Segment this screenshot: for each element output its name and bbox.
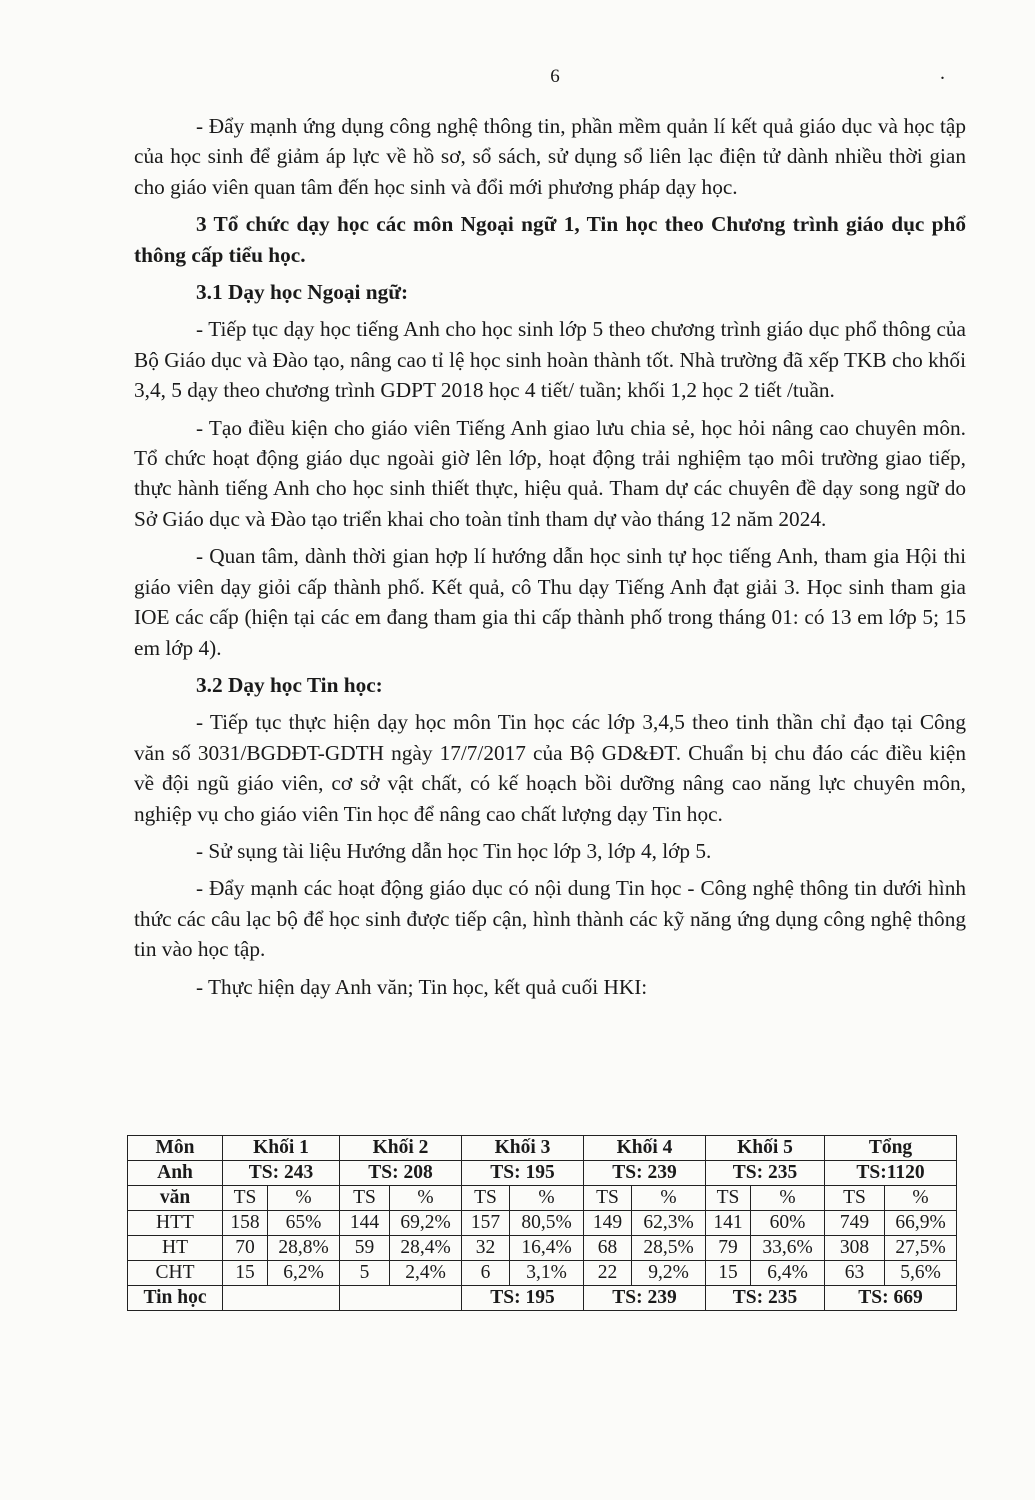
paragraph-english-teaching: - Tiếp tục dạy học tiếng Anh cho học sinh lớp 5 theo chương trình giáo dục phổ thông của Bộ Giáo dục và Đào tạo, nâng cao tỉ lệ học sinh hoàn thành tốt. Nhà trường đã xếp TKB cho khối 3,4, 5 dạy theo chương trình GDPT 2018 học 4 tiết/ tuần; khối 1,2 học 2 tiết /tuần. [134, 317, 966, 403]
english-total-grade-4: TS: 239 [584, 1161, 706, 1186]
row-label: HTT [128, 1211, 223, 1236]
subheader-pct: % [885, 1186, 957, 1211]
table-cell: 141 [706, 1211, 751, 1236]
table-cell: 28,5% [632, 1236, 706, 1261]
table-cell: 27,5% [885, 1236, 957, 1261]
table-cell: 157 [462, 1211, 510, 1236]
subheader-ts: TS [462, 1186, 510, 1211]
header-cell-subject: Môn [128, 1136, 223, 1161]
table-cell: 68 [584, 1236, 632, 1261]
english-label: Anh [128, 1161, 223, 1186]
table-cell: 79 [706, 1236, 751, 1261]
table-cell: 28,4% [390, 1236, 462, 1261]
paragraph-results-intro: - Thực hiện dạy Anh văn; Tin học, kết quả cuối HKI: [196, 974, 648, 999]
section-heading-3-1: 3.1 Dạy học Ngoại ngữ: [196, 280, 409, 305]
table-cell: 5,6% [885, 1261, 957, 1286]
english-total-grade-2: TS: 208 [340, 1161, 462, 1186]
paragraph-it-teaching: - Tiếp tục thực hiện dạy học môn Tin học các lớp 3,4,5 theo tinh thần chỉ đạo tại Công văn số 3031/BGDĐT-GDTH ngày 17/7/2017 của Bộ GD&ĐT. Chuẩn bị chu đáo các điều kiện về đội ngũ giáo viên, cơ sở vật chất, có kế hoạch bồi dưỡng nâng cao năng lực chuyên môn, nghiệp vụ cho giáo viên Tin học để nâng cao chất lượng dạy Tin học. [134, 710, 966, 826]
table-cell: 6,2% [268, 1261, 340, 1286]
table-row-ht [128, 1236, 957, 1261]
table-cell: 28,8% [268, 1236, 340, 1261]
table-cell: 80,5% [510, 1211, 584, 1236]
table-cell: 15 [706, 1261, 751, 1286]
paragraph-it-application: - Đẩy mạnh ứng dụng công nghệ thông tin, phần mềm quản lí kết quả giáo dục và học tập của học sinh để giảm áp lực về hồ sơ, sổ sách, sử dụng sổ liên lạc điện tử dành nhiều thời gian cho giáo viên quan tâm đến học sinh và đổi mới phương pháp dạy học. [134, 114, 966, 199]
section-heading-3-2: 3.2 Dạy học Tin học: [196, 672, 383, 697]
table-cell: 5 [340, 1261, 390, 1286]
informatics-total-grade-2 [340, 1286, 462, 1311]
table-cell: 60% [751, 1211, 825, 1236]
paragraph-it-materials: - Sử sụng tài liệu Hướng dẫn học Tin học lớp 3, lớp 4, lớp 5. [196, 838, 712, 863]
table-row-informatics [128, 1286, 957, 1311]
table-cell: 15 [223, 1261, 268, 1286]
table-cell: 62,3% [632, 1211, 706, 1236]
header-cell-grade-3: Khối 3 [462, 1136, 584, 1161]
document-body [134, 111, 966, 1009]
table-row-subheaders [128, 1186, 957, 1211]
header-cell-total: Tổng [825, 1136, 957, 1161]
paragraph-english-self-study: - Quan tâm, dành thời gian hợp lí hướng dẫn học sinh tự học tiếng Anh, tham gia Hội thi giáo viên dạy giỏi cấp thành phố. Kết quả, cô Thu dạy Tiếng Anh đạt giải 3. Học sinh tham gia IOE các cấp (hiện tại các em đang tham gia thi cấp thành phố trong tháng 01: có 13 em lớp 5; 15 em lớp 4). [134, 544, 966, 660]
table-cell: 9,2% [632, 1261, 706, 1286]
page-dot: . [940, 62, 945, 84]
paragraph-it-clubs: - Đẩy mạnh các hoạt động giáo dục có nội dung Tin học - Công nghệ thông tin dưới hình thức các câu lạc bộ để học sinh được tiếp cận, hình thành các kỹ năng ứng dụng công nghệ thông tin vào học tập. [134, 876, 966, 962]
english-label-2: văn [128, 1186, 223, 1211]
subheader-pct: % [510, 1186, 584, 1211]
english-total-grade-3: TS: 195 [462, 1161, 584, 1186]
table-cell: 149 [584, 1211, 632, 1236]
informatics-total-all: TS: 669 [825, 1286, 957, 1311]
header-cell-grade-1: Khối 1 [223, 1136, 340, 1161]
informatics-total-grade-1 [223, 1286, 340, 1311]
table-cell: 63 [825, 1261, 885, 1286]
subheader-pct: % [268, 1186, 340, 1211]
table-cell: 2,4% [390, 1261, 462, 1286]
informatics-total-grade-3: TS: 195 [462, 1286, 584, 1311]
table-row-htt [128, 1211, 957, 1236]
table-cell: 6 [462, 1261, 510, 1286]
english-total-all: TS:1120 [825, 1161, 957, 1186]
informatics-total-grade-4: TS: 239 [584, 1286, 706, 1311]
table-cell: 144 [340, 1211, 390, 1236]
table-cell: 59 [340, 1236, 390, 1261]
paragraph-english-teachers: - Tạo điều kiện cho giáo viên Tiếng Anh giao lưu chia sẻ, học hỏi nâng cao chuyên môn. Tổ chức hoạt động giáo dục ngoài giờ lên lớp, hoạt động trải nghiệm tạo môi trường giao tiếp, thực hành tiếng Anh cho học sinh thiết thực, hiệu quả. Tham dự các chuyên đề dạy song ngữ do Sở Giáo dục và Đào tạo triển khai cho toàn tỉnh tham dự vào tháng 12 năm 2024. [134, 415, 966, 531]
subheader-ts: TS [706, 1186, 751, 1211]
table-cell: 308 [825, 1236, 885, 1261]
table-cell: 158 [223, 1211, 268, 1236]
table-row-cht [128, 1261, 957, 1286]
informatics-total-grade-5: TS: 235 [706, 1286, 825, 1311]
subheader-pct: % [390, 1186, 462, 1211]
table-cell: 6,4% [751, 1261, 825, 1286]
row-label: HT [128, 1236, 223, 1261]
results-table [127, 1135, 957, 1311]
table-cell: 749 [825, 1211, 885, 1236]
subheader-ts: TS [825, 1186, 885, 1211]
table-cell: 32 [462, 1236, 510, 1261]
subheader-ts: TS [223, 1186, 268, 1211]
table-row-english-totals [128, 1161, 957, 1186]
header-cell-grade-2: Khối 2 [340, 1136, 462, 1161]
english-total-grade-5: TS: 235 [706, 1161, 825, 1186]
table-cell: 3,1% [510, 1261, 584, 1286]
table-cell: 66,9% [885, 1211, 957, 1236]
subheader-ts: TS [340, 1186, 390, 1211]
subheader-pct: % [632, 1186, 706, 1211]
section-heading-3: 3 Tổ chức dạy học các môn Ngoại ngữ 1, Tin học theo Chương trình giáo dục phổ thông cấp tiểu học. [134, 212, 966, 267]
subheader-pct: % [751, 1186, 825, 1211]
page-number: 6 [550, 66, 560, 87]
table-cell: 70 [223, 1236, 268, 1261]
table-header-row [128, 1136, 957, 1161]
header-cell-grade-5: Khối 5 [706, 1136, 825, 1161]
table-cell: 16,4% [510, 1236, 584, 1261]
subheader-ts: TS [584, 1186, 632, 1211]
table-cell: 22 [584, 1261, 632, 1286]
table-cell: 69,2% [390, 1211, 462, 1236]
header-cell-grade-4: Khối 4 [584, 1136, 706, 1161]
english-total-grade-1: TS: 243 [223, 1161, 340, 1186]
table-cell: 65% [268, 1211, 340, 1236]
table-cell: 33,6% [751, 1236, 825, 1261]
informatics-label: Tin học [128, 1286, 223, 1311]
row-label: CHT [128, 1261, 223, 1286]
